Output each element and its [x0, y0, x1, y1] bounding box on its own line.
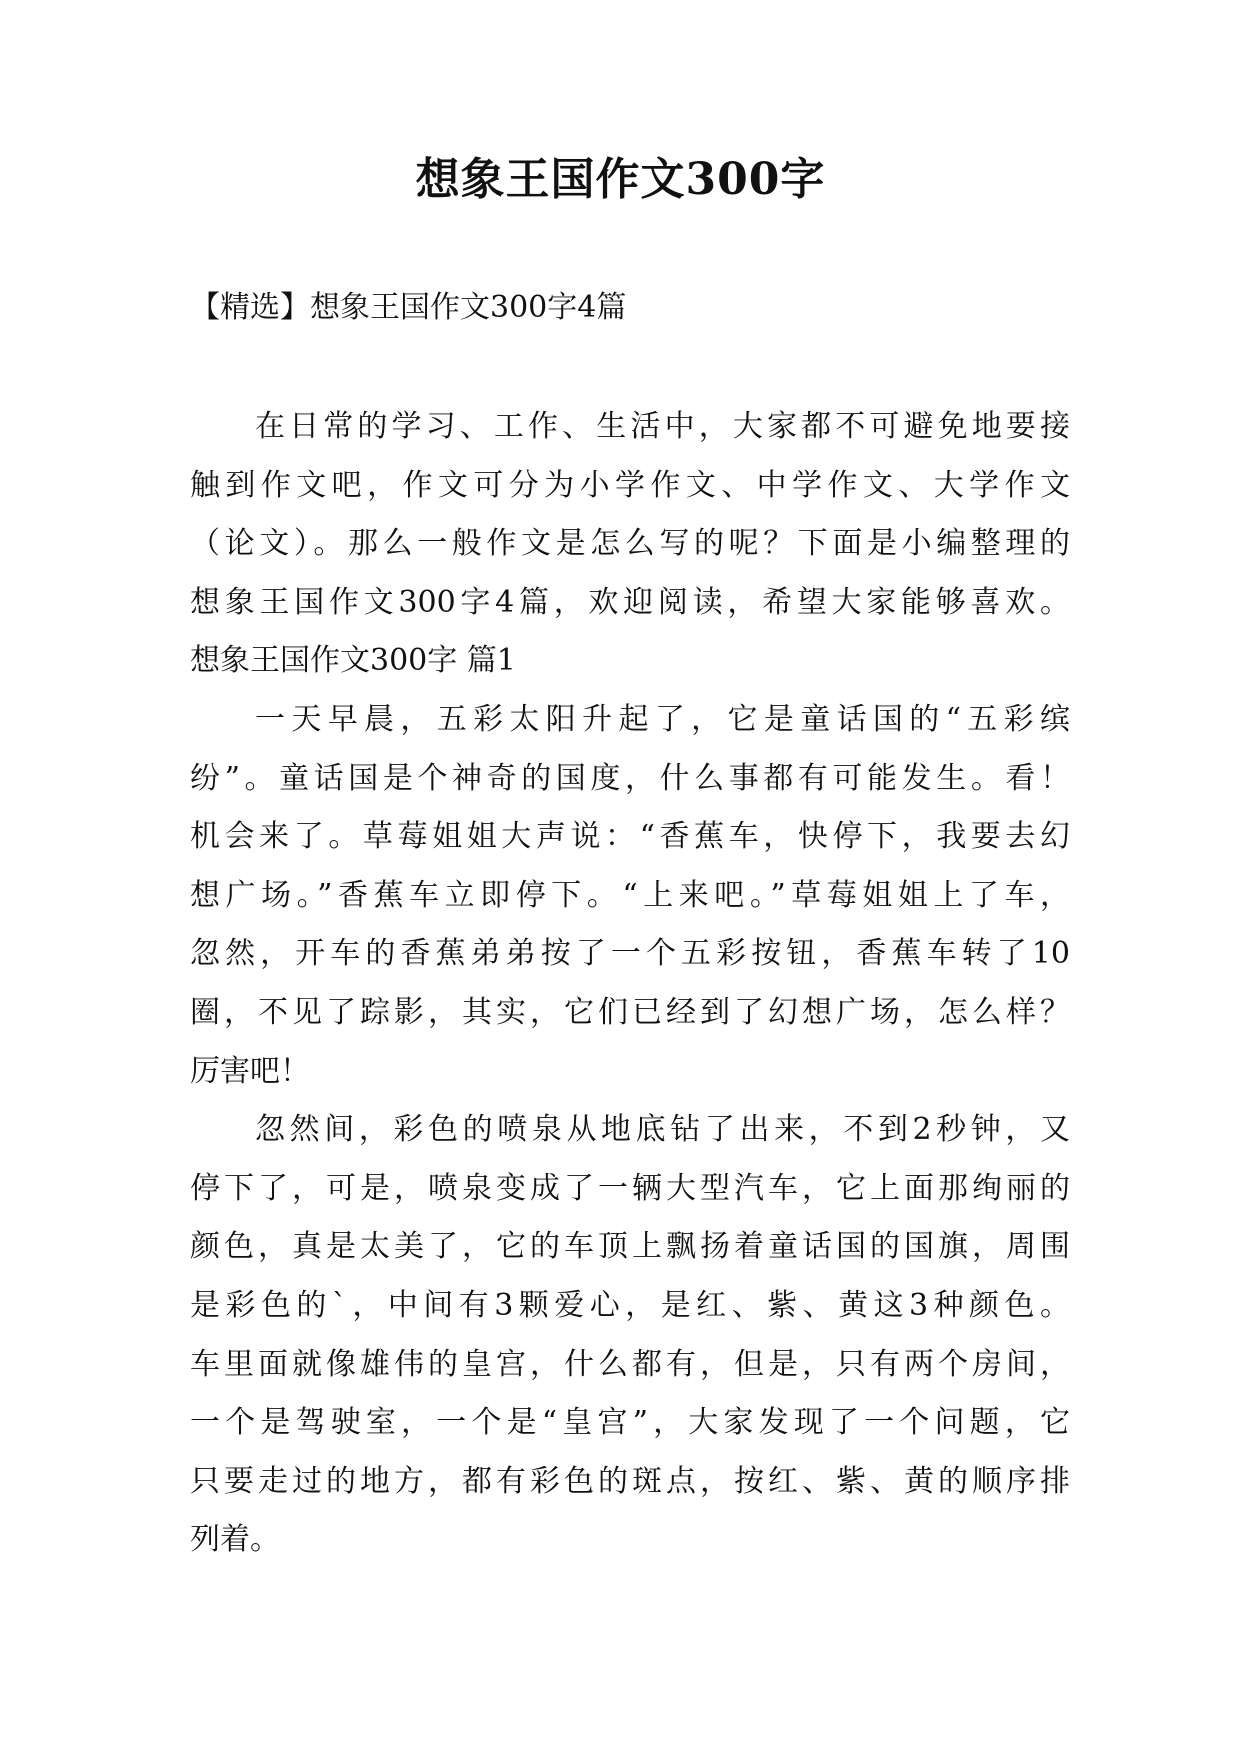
body-line: 想象王国作文300字 篇1	[190, 643, 516, 679]
body-line: 是彩色的`，中间有3颗爱心，是红、紫、黄这3种颜色。	[190, 1287, 1070, 1323]
body-line: 列着。	[190, 1522, 280, 1558]
body-line: 想广场。”香蕉车立即停下。“上来吧。”草莓姐姐上了车，	[190, 877, 1070, 913]
body-line: 在日常的学习、工作、生活中，大家都不可避免地要接	[255, 409, 1070, 444]
body-line: 一天早晨，五彩太阳升起了，它是童话国的“五彩缤	[255, 701, 1070, 737]
body-line: 厉害吧！	[190, 1053, 310, 1089]
body-line: 车里面就像雄伟的皇宫，什么都有，但是，只有两个房间，	[190, 1346, 1070, 1382]
body-line: 纷”。童话国是个神奇的国度，什么事都有可能发生。看！	[190, 760, 1070, 796]
document-body	[190, 398, 1070, 1570]
body-line: 停下了，可是，喷泉变成了一辆大型汽车，它上面那绚丽的	[190, 1170, 1070, 1206]
body-line: （论文）。那么一般作文是怎么写的呢？下面是小编整理的	[190, 526, 1070, 562]
body-line: 一个是驾驶室，一个是“皇宫”，大家发现了一个问题，它	[190, 1405, 1070, 1441]
body-line: 颜色，真是太美了，它的车顶上飘扬着童话国的国旗，周围	[190, 1229, 1070, 1265]
body-line: 只要走过的地方，都有彩色的斑点，按红、紫、黄的顺序排	[190, 1463, 1070, 1499]
body-line: 圈，不见了踪影，其实，它们已经到了幻想广场，怎么样？	[190, 994, 1070, 1030]
document-title: 想象王国作文300字	[415, 154, 826, 205]
body-line: 触到作文吧，作文可分为小学作文、中学作文、大学作文	[190, 467, 1070, 503]
body-line: 想象王国作文300字4篇，欢迎阅读，希望大家能够喜欢。	[190, 584, 1070, 620]
document-subtitle: 【精选】想象王国作文300字4篇	[190, 290, 627, 325]
body-line: 忽然间，彩色的喷泉从地底钻了出来，不到2秒钟，又	[255, 1112, 1070, 1148]
body-line: 忽然，开车的香蕉弟弟按了一个五彩按钮，香蕉车转了10	[190, 936, 1070, 972]
body-line: 机会来了。草莓姐姐大声说：“香蕉车，快停下，我要去幻	[190, 819, 1070, 855]
